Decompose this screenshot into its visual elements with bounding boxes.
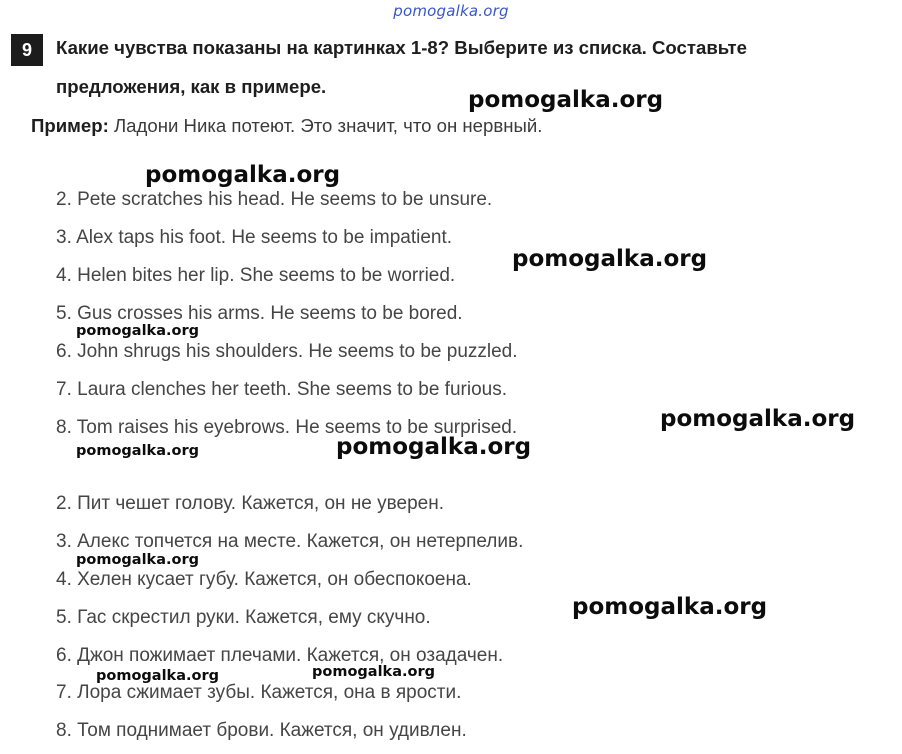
- english-answer: 8. Tom raises his eyebrows. He seems to be surprised.: [56, 417, 518, 438]
- english-answer: 6. John shrugs his shoulders. He seems to be puzzled.: [56, 341, 518, 362]
- english-answer: 3. Alex taps his foot. He seems to be impatient.: [56, 227, 453, 248]
- russian-answer: 4. Хелен кусает губу. Кажется, он обеспокоена.: [56, 569, 472, 590]
- russian-answer: 2. Пит чешет голову. Кажется, он не уверен.: [56, 493, 445, 514]
- russian-answer: 5. Гас скрестил руки. Кажется, ему скучно.: [56, 607, 431, 628]
- watermark-text: pomogalka.org: [96, 668, 219, 684]
- example-label: Пример:: [31, 115, 109, 136]
- russian-answer: 6. Джон пожимает плечами. Кажется, он озадачен.: [56, 645, 504, 666]
- english-answer: 7. Laura clenches her teeth. She seems to be furious.: [56, 379, 507, 400]
- russian-answer: 8. Том поднимает брови. Кажется, он удивлен.: [56, 720, 467, 741]
- example-sentence: [31, 115, 542, 137]
- russian-answer: 7. Лора сжимает зубы. Кажется, она в ярости.: [56, 682, 462, 703]
- watermark-text: pomogalka.org: [76, 552, 199, 568]
- watermark-text: pomogalka.org: [660, 406, 856, 432]
- instruction-line-1: Какие чувства показаны на картинках 1-8? Выберите из списка. Составьте: [56, 37, 747, 58]
- english-answer: 5. Gus crosses his arms. He seems to be bored.: [56, 303, 463, 324]
- russian-answer: 3. Алекс топчется на месте. Кажется, он нетерпелив.: [56, 531, 524, 552]
- watermark-text: pomogalka.org: [468, 87, 664, 113]
- exercise-number-badge: 9: [11, 34, 43, 66]
- watermark-text: pomogalka.org: [512, 246, 708, 272]
- watermark-text: pomogalka.org: [145, 162, 341, 188]
- watermark-text: pomogalka.org: [76, 323, 199, 339]
- watermark-text: pomogalka.org: [336, 434, 532, 460]
- english-answer: 2. Pete scratches his head. He seems to be unsure.: [56, 189, 493, 210]
- english-answer: 4. Helen bites her lip. She seems to be worried.: [56, 265, 456, 286]
- watermark-text: pomogalka.org: [312, 664, 435, 680]
- top-watermark: pomogalka.org: [393, 2, 509, 20]
- watermark-text: pomogalka.org: [572, 594, 768, 620]
- watermark-text: pomogalka.org: [76, 443, 199, 459]
- instruction-line-2: предложения, как в примере.: [56, 76, 327, 97]
- example-text: Ладони Ника потеют. Это значит, что он нервный.: [108, 115, 543, 136]
